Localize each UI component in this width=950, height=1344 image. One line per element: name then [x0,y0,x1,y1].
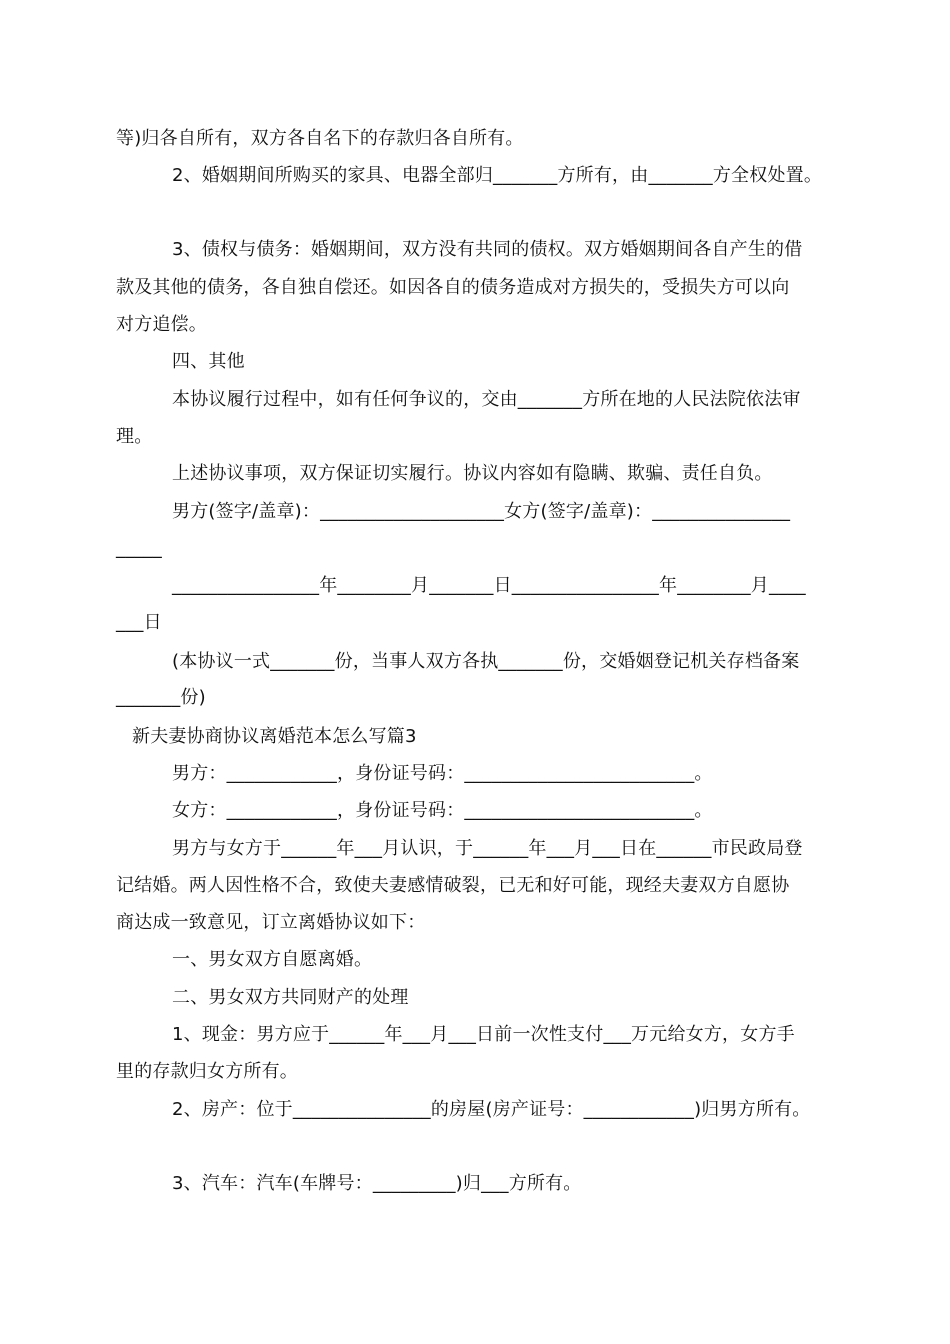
text-line: 一、男女双方自愿离婚。 [172,949,373,970]
text-line: 3、债权与债务：婚姻期间，双方没有共同的债权。双方婚姻期间各自产生的借 [172,239,803,260]
text-line: 3、汽车：汽车(车牌号：_________)归___方所有。 [172,1173,582,1194]
text-line: 对方追偿。 [116,314,207,335]
text-line: _______份) [116,687,206,708]
text-line: 款及其他的债务，各自独自偿还。如因各自的债务造成对方损失的，受损失方可以向 [116,277,790,298]
date-line: ___日 [116,612,162,633]
signature-line: 男方(签字/盖章)：____________________女方(签字/盖章)：_______________ [172,501,791,522]
section-heading: 二、男女双方共同财产的处理 [172,987,409,1008]
text-line: (本协议一式_______份，当事人双方各执_______份，交婚姻登记机关存档备案 [172,651,800,672]
signature-line: _____ [116,538,162,559]
date-line: ________________年________月_______日________________年________月____ [172,575,806,596]
text-line: 1、现金：男方应于______年___月___日前一次性支付___万元给女方，女方手 [172,1024,795,1045]
text-line: 女方：____________，身份证号码：_________________________。 [172,800,713,821]
text-line: 2、婚姻期间所购买的家具、电器全部归_______方所有，由_______方全权处置。 [172,165,823,186]
text-line: 理。 [116,426,153,447]
text-line: 男方：____________，身份证号码：_________________________。 [172,763,713,784]
text-line: 记结婚。两人因性格不合，致使夫妻感情破裂，已无和好可能，现经夫妻双方自愿协 [116,875,790,896]
text-line: 等)归各自所有，双方各自名下的存款归各自所有。 [116,128,524,149]
text-line: 男方与女方于______年___月认识，于______年___月___日在______市民政局登 [172,838,803,859]
text-line: 里的存款归女方所有。 [116,1061,298,1082]
text-line: 本协议履行过程中，如有任何争议的，交由_______方所在地的人民法院依法审 [172,389,801,410]
text-line: 2、房产：位于_______________的房屋(房产证号：____________)归男方所有。 [172,1099,811,1120]
section-heading: 四、其他 [172,351,245,372]
section-title: 新夫妻协商协议离婚范本怎么写篇3 [132,726,417,747]
text-line: 商达成一致意见，订立离婚协议如下： [116,912,426,933]
text-line: 上述协议事项，双方保证切实履行。协议内容如有隐瞒、欺骗、责任自负。 [172,463,773,484]
